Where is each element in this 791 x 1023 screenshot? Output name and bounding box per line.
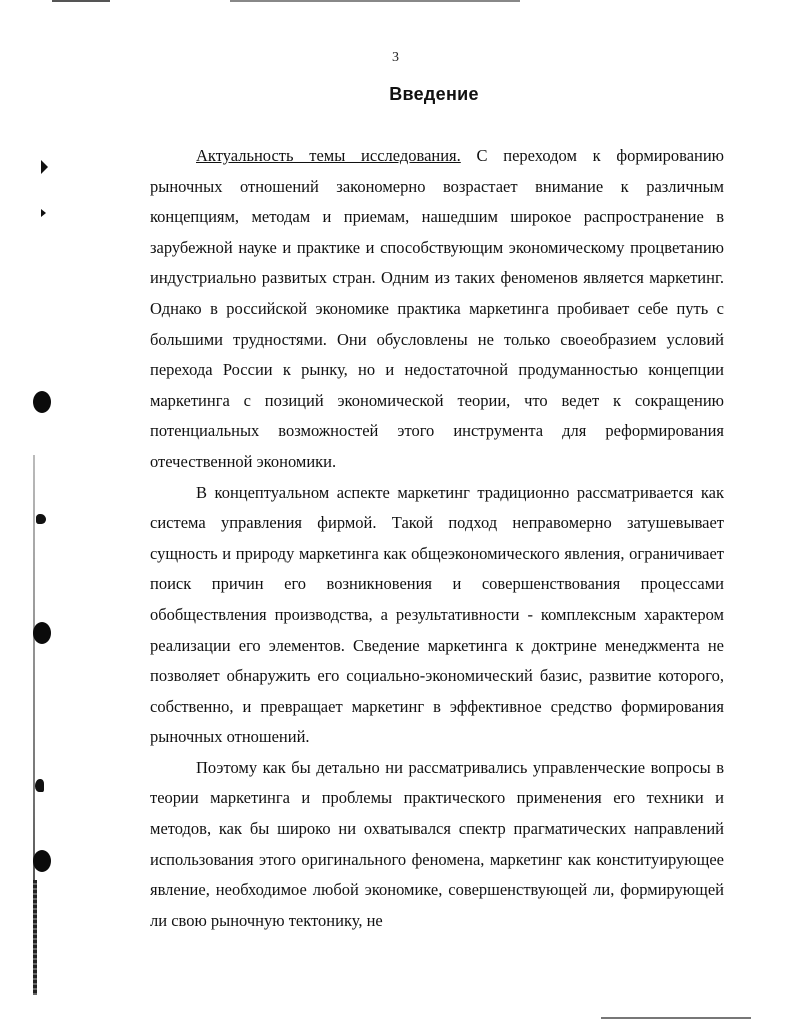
page-title: Введение — [389, 84, 479, 104]
paragraph-2: В концептуальном аспекте маркетинг традиционно рассматривается как система управления фирмой. Такой подход неправомерно затушевывает сущность и природу маркетинга как общеэкономического явления, ограничивает поиск причин его возникновения и совершенствования процессами обобществления производства, а результативности - комплексным характером реализации его элементов. Сведение маркетинга к доктрине менеджмента не позволяет обнаружить его социально-экономический базис, развитие которого, собственно, и превращает маркетинг в эффективное средство формирования рыночных отношений. — [150, 482, 724, 747]
binding-blot-icon — [35, 779, 44, 792]
punch-hole-icon — [33, 850, 51, 872]
scan-artifact-bottom — [601, 1017, 751, 1019]
punch-hole-icon — [33, 622, 51, 644]
binding-mark-icon — [41, 160, 48, 174]
page-number: 3 — [392, 50, 399, 65]
binding-blot-icon — [36, 514, 46, 524]
scan-artifact-top-center — [230, 0, 520, 2]
binding-edge-dense — [33, 880, 37, 995]
punch-hole-icon — [33, 391, 51, 413]
paragraph-1 — [150, 141, 724, 478]
paragraph-3: Поэтому как бы детально ни рассматривались управленческие вопросы в теории маркетинга и проблемы практического применения его техники и методов, как бы широко ни охватывался спектр прагматических направлений использования этого оригинального феномена, маркетинг как конституирующее явление, необходимое любой экономике, совершенствующей ли, формирующей ли свою рыночную тектонику, не — [150, 757, 724, 930]
paragraph-1-text: С переходом к формированию рыночных отношений закономерно возрастает внимание к различным концепциям, методам и приемам, нашедшим широкое распространение в зарубежной науке и практике и способствующим экономическому процветанию индустриально развитых стран. Одним из таких феноменов является маркетинг. Однако в российской экономике практика маркетинга пробивает себе путь с большими трудностями. Они обусловлены не только своеобразием условий перехода России к рынку, но и недостаточной продуманностью концепции маркетинга с позиций экономической теории, что ведет к сокращению потенциальных возможностей этого инструмента для реформирования отечественной экономики. — [150, 146, 725, 471]
scan-artifact-top-left — [52, 0, 110, 2]
topic-relevance-label: Актуальность темы исследования. — [196, 146, 461, 165]
binding-mark-small-icon — [41, 209, 46, 217]
body-text — [150, 141, 724, 936]
